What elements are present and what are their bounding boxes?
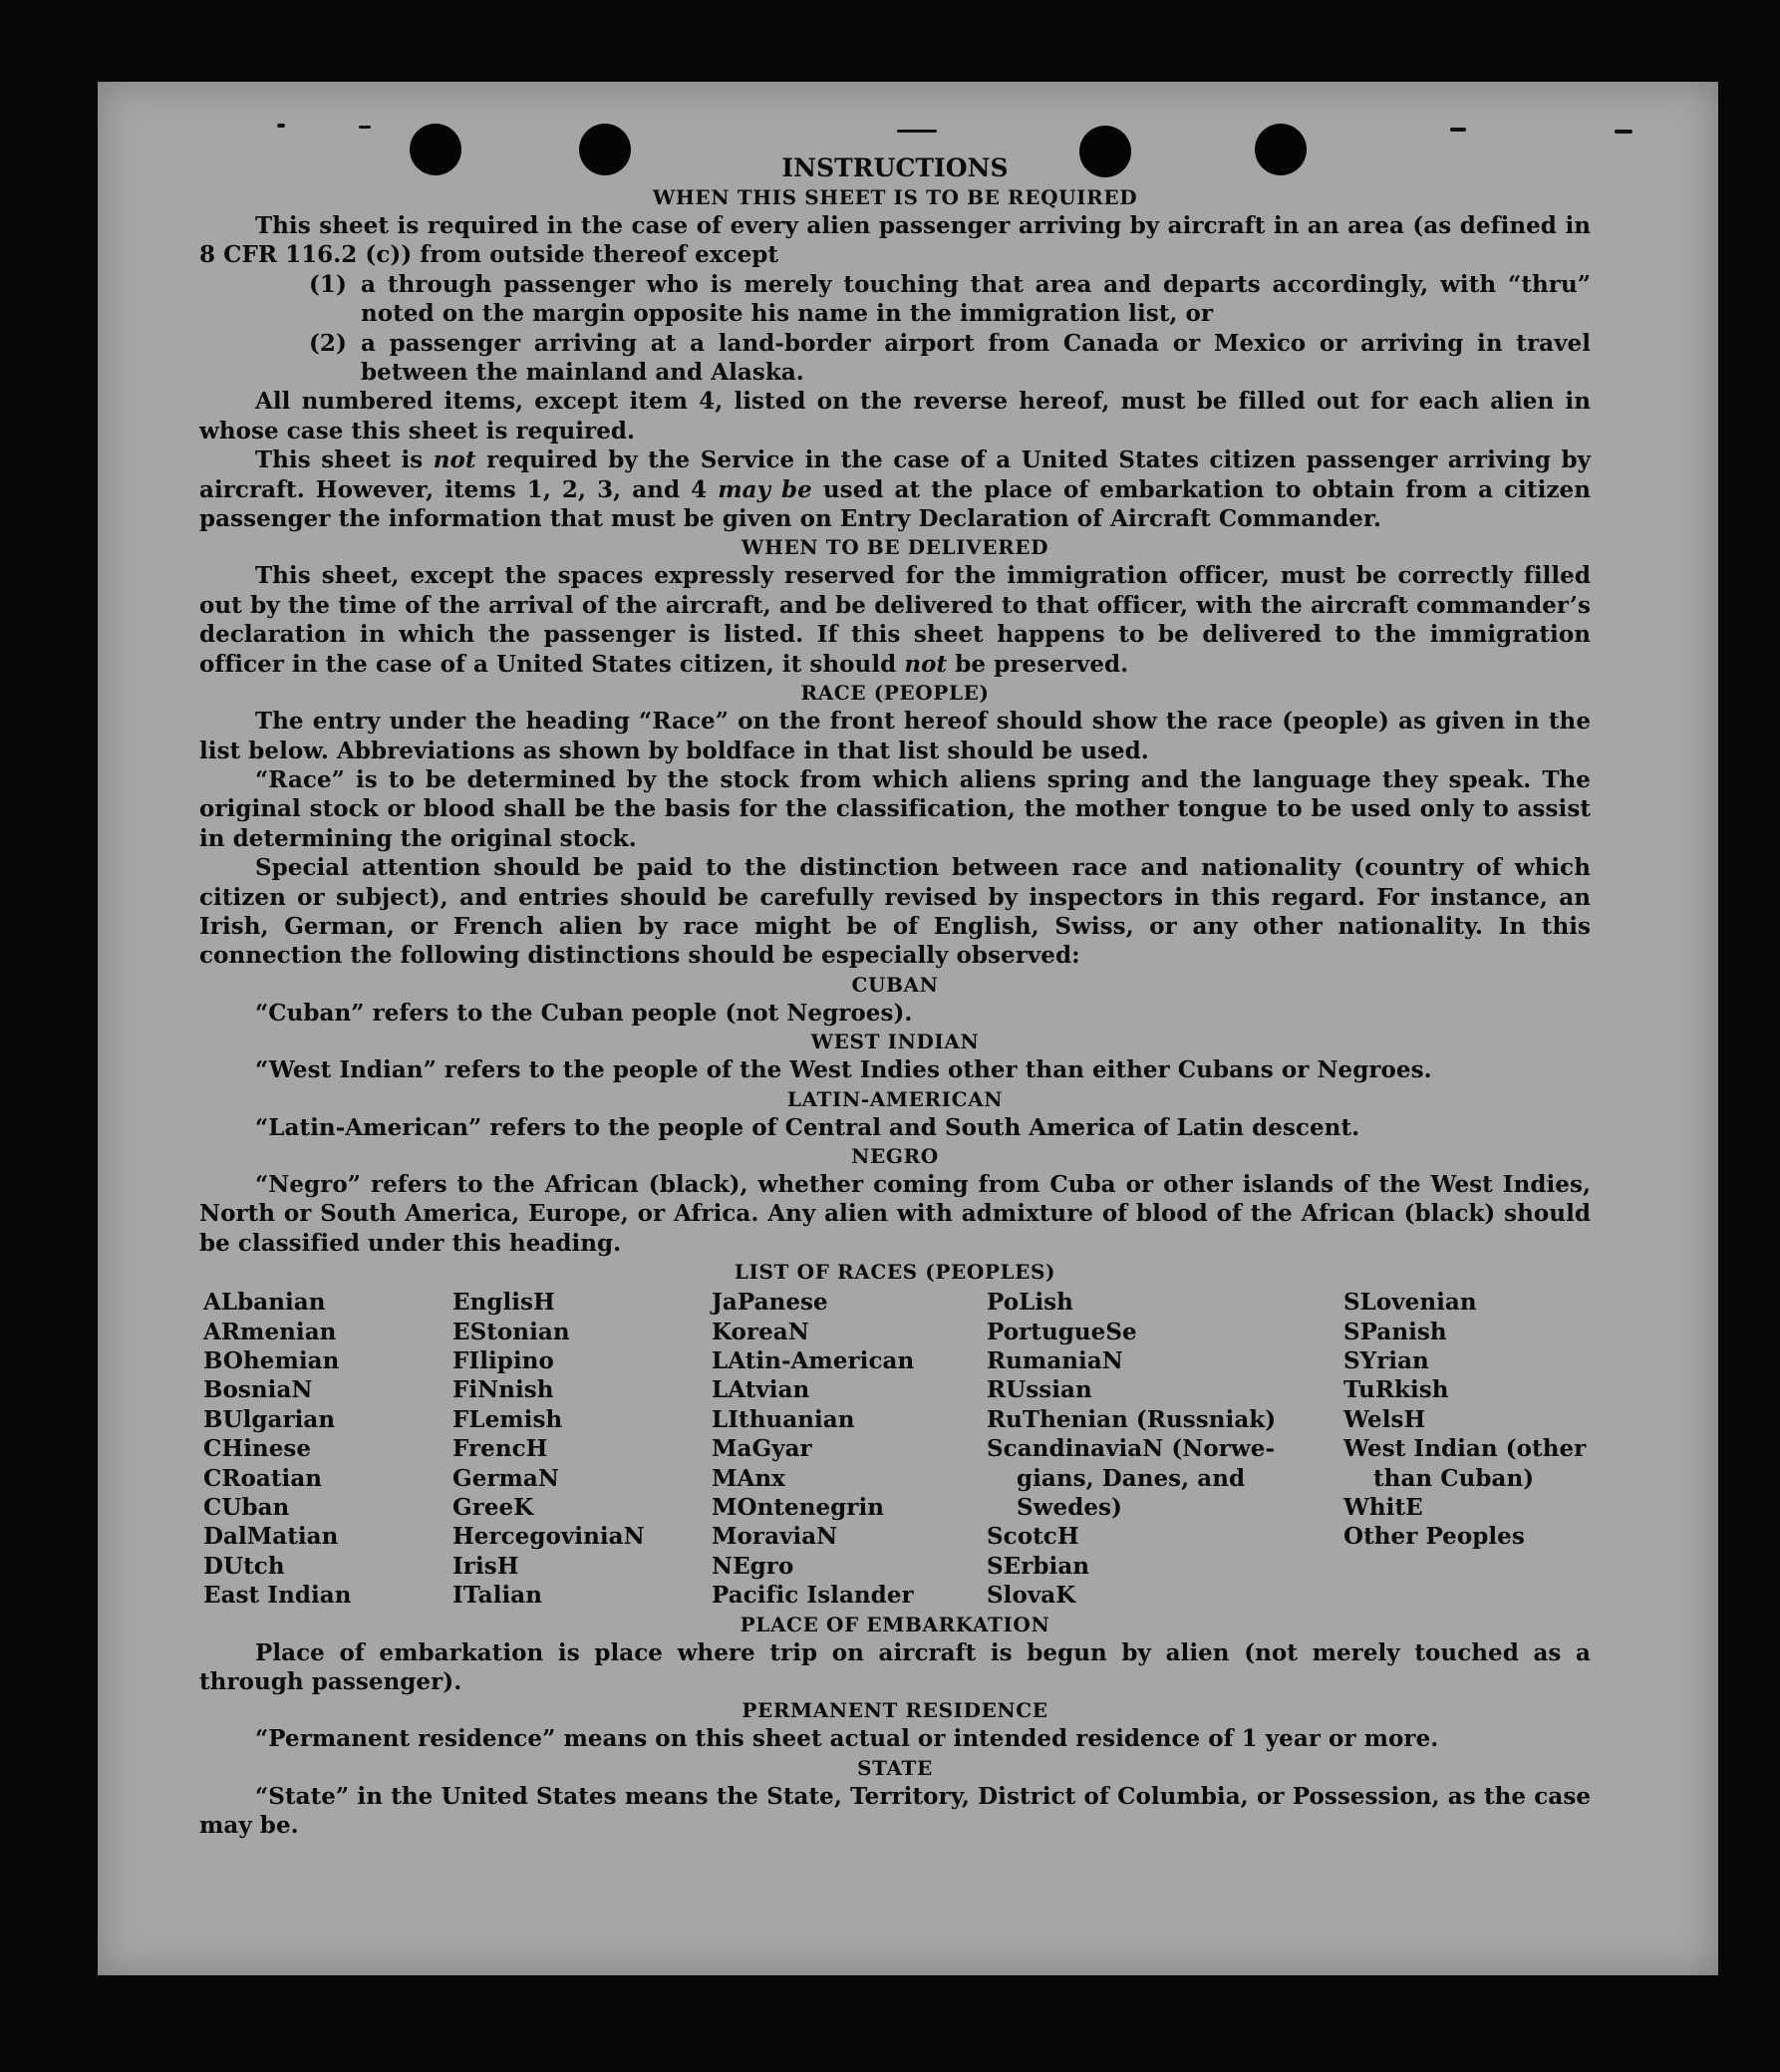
races-column-2 <box>452 1288 712 1610</box>
item-number: (2) <box>309 329 347 357</box>
when-required-para-1: This sheet is required in the case of every alien passenger arriving by aircraft in an area (as defined in 8 CFR 116.2 (c)) from outside thereof except <box>199 212 1591 269</box>
heading-state: STATE <box>857 1755 933 1780</box>
race-entry: BOhemian <box>203 1347 340 1374</box>
instructions-content <box>199 153 1591 1841</box>
race-entry: WhitE <box>1343 1494 1423 1522</box>
when-delivered-para <box>199 561 1591 679</box>
race-entry: EnglisH <box>452 1289 555 1317</box>
cuban-text: “Cuban” refers to the Cuban people (not Negroes). <box>255 999 913 1027</box>
race-entry: SlovaK <box>987 1582 1076 1610</box>
race-entry: LAtin-American <box>712 1347 915 1374</box>
west-indian-text: “West Indian” refers to the people of the West Indies other than either Cubans or Negroes. <box>255 1056 1432 1084</box>
state-text: “State” in the United States means the State, Territory, District of Columbia, or Possession, as the case may be. <box>199 1782 1591 1840</box>
race-entry: KoreaN <box>712 1318 809 1345</box>
page-title: INSTRUCTIONS <box>781 153 1009 182</box>
race-entry: LAtvian <box>712 1376 810 1404</box>
race-entry: Other Peoples <box>1343 1523 1525 1551</box>
race-entry: NEgro <box>712 1552 794 1580</box>
race-entry: RumaniaN <box>987 1347 1123 1374</box>
race-entry: IrisH <box>452 1552 519 1580</box>
race-entry: GreeK <box>452 1494 534 1522</box>
race-entry: GermaN <box>452 1464 559 1492</box>
race-entry: DUtch <box>203 1552 285 1580</box>
race-entry: Swedes) <box>1017 1494 1122 1522</box>
race-entry: FIlipino <box>452 1347 554 1374</box>
race-entry: CRoatian <box>203 1464 323 1492</box>
race-entry: FLemish <box>452 1405 563 1433</box>
speck <box>897 130 937 133</box>
text-run: required by the Service in the case of a United States citizen passenger arriving by aircraft. However, items 1, 2, 3, and 4 <box>199 446 1592 503</box>
speck <box>1615 130 1632 134</box>
race-entry: FiNnish <box>452 1376 554 1404</box>
heading-latin-american: LATIN-AMERICAN <box>786 1086 1004 1111</box>
race-entry: HercegoviniaN <box>452 1523 645 1551</box>
race-entry: ITalian <box>452 1582 543 1610</box>
race-entry: ALbanian <box>203 1289 326 1317</box>
heading-when-required: WHEN THIS SHEET IS TO BE REQUIRED <box>652 185 1138 209</box>
races-column-1 <box>203 1288 452 1610</box>
races-column-4 <box>987 1288 1343 1610</box>
race-entry: Pacific Islander <box>712 1582 914 1610</box>
race-entry: East Indian <box>203 1582 352 1610</box>
heading-negro: NEGRO <box>851 1143 939 1168</box>
speck <box>277 124 285 128</box>
race-entry: gians, Danes, and <box>1017 1464 1246 1492</box>
race-entry: EStonian <box>452 1318 570 1345</box>
latin-american-text: “Latin-American” refers to the people of Central and South America of Latin descent. <box>255 1113 1360 1141</box>
race-entry: JaPanese <box>712 1289 828 1317</box>
residence-text: “Permanent residence” means on this sheet actual or intended residence of 1 year or more. <box>255 1725 1439 1753</box>
exception-item-2 <box>309 329 1591 388</box>
race-para-1: The entry under the heading “Race” on the front hereof should show the race (people) as given in the list below. Abbreviations as shown by boldface in that list should be used. <box>199 708 1591 764</box>
races-list <box>203 1288 1591 1610</box>
race-entry: WelsH <box>1343 1405 1426 1433</box>
race-entry: BUlgarian <box>203 1405 336 1433</box>
race-entry: CHinese <box>203 1435 312 1463</box>
race-entry: LIthuanian <box>712 1405 855 1433</box>
race-entry: ARmenian <box>203 1318 337 1345</box>
exception-item-1 <box>309 270 1591 329</box>
heading-when-delivered: WHEN TO BE DELIVERED <box>741 535 1049 560</box>
emphasis: not <box>904 650 948 678</box>
heading-west-indian: WEST INDIAN <box>810 1030 980 1054</box>
when-required-para-3 <box>199 445 1591 533</box>
text-run: used at the place of embarkation to obtain from a citizen passenger the information that must be given on Entry Declaration of Aircraft Commander. <box>199 475 1591 533</box>
item-text: a passenger arriving at a land-border airport from Canada or Mexico or arriving in travel between the mainland and Alaska. <box>361 329 1591 387</box>
race-entry: SPanish <box>1343 1318 1447 1345</box>
race-entry: MaGyar <box>712 1435 812 1463</box>
races-column-3 <box>712 1288 987 1610</box>
race-entry: BosniaN <box>203 1376 313 1404</box>
race-entry: RuThenian (Russniak) <box>987 1405 1277 1433</box>
document-sheet <box>98 82 1718 1975</box>
race-entry: than Cuban) <box>1373 1464 1535 1492</box>
race-entry: SErbian <box>987 1552 1090 1580</box>
item-text: a through passenger who is merely touching that area and departs accordingly, with “thru” noted on the margin opposite his name in the immigration list, or <box>361 270 1591 328</box>
race-entry: RUssian <box>987 1376 1092 1404</box>
heading-permanent-residence: PERMANENT RESIDENCE <box>742 1698 1048 1723</box>
race-entry: SYrian <box>1343 1347 1429 1374</box>
race-entry: MOntenegrin <box>712 1494 885 1522</box>
heading-race: RACE (PEOPLE) <box>800 681 990 706</box>
text-run: This sheet, except the spaces expressly reserved for the immigration officer, must be correctly filled out by the time of the arrival of the aircraft, and be delivered to that officer, with the aircraft commander’s declaration in which the passenger is listed. If this sheet happens to be delivered to the immigration officer in the case of a United States citizen, it should <box>199 562 1591 678</box>
negro-text: “Negro” refers to the African (black), whether coming from Cuba or other islands of the West Indies, North or South America, Europe, or Africa. Any alien with admixture of blood of the African (black) should be classified under this heading. <box>199 1170 1591 1257</box>
race-entry: ScotcH <box>987 1523 1079 1551</box>
heading-cuban: CUBAN <box>851 972 939 997</box>
race-entry: West Indian (other <box>1343 1435 1587 1463</box>
race-para-2: “Race” is to be determined by the stock from which aliens spring and the language they speak. The original stock or blood shall be the basis for the classification, the mother tongue to be used only to assist in determining the original stock. <box>199 765 1591 852</box>
race-entry: MAnx <box>712 1464 785 1492</box>
race-entry: DalMatian <box>203 1523 339 1551</box>
race-entry: TuRkish <box>1343 1376 1449 1404</box>
item-number: (1) <box>309 270 347 298</box>
race-entry: MoraviaN <box>712 1523 838 1551</box>
race-entry: ScandinaviaN (Norwe- <box>987 1435 1276 1463</box>
race-entry: PortugueSe <box>987 1318 1137 1345</box>
race-entry: SLovenian <box>1343 1289 1477 1317</box>
speck <box>359 126 371 129</box>
race-entry: PoLish <box>987 1289 1073 1317</box>
speck <box>1450 128 1466 132</box>
text-run: This sheet is <box>255 446 434 474</box>
heading-embarkation: PLACE OF EMBARKATION <box>740 1612 1050 1636</box>
heading-list-of-races: LIST OF RACES (PEOPLES) <box>734 1260 1056 1285</box>
when-required-para-2: All numbered items, except item 4, listed on the reverse hereof, must be filled out for each alien in whose case this sheet is required. <box>199 388 1591 444</box>
embarkation-text: Place of embarkation is place where trip on aircraft is begun by alien (not merely touched as a through passenger). <box>199 1638 1591 1696</box>
race-para-3: Special attention should be paid to the distinction between race and nationality (country of which citizen or subject), and entries should be carefully revised by inspectors in this regard. For instance, an Irish, German, or French alien by race might be of English, Swiss, or any other nationality. In this connection the following distinctions should be especially observed: <box>199 854 1591 970</box>
emphasis: not <box>433 446 476 474</box>
races-column-5 <box>1343 1288 1595 1610</box>
race-entry: FrencH <box>452 1435 548 1463</box>
race-entry: CUban <box>203 1494 290 1522</box>
text-run: be preserved. <box>947 650 1129 678</box>
emphasis: may be <box>718 475 812 503</box>
